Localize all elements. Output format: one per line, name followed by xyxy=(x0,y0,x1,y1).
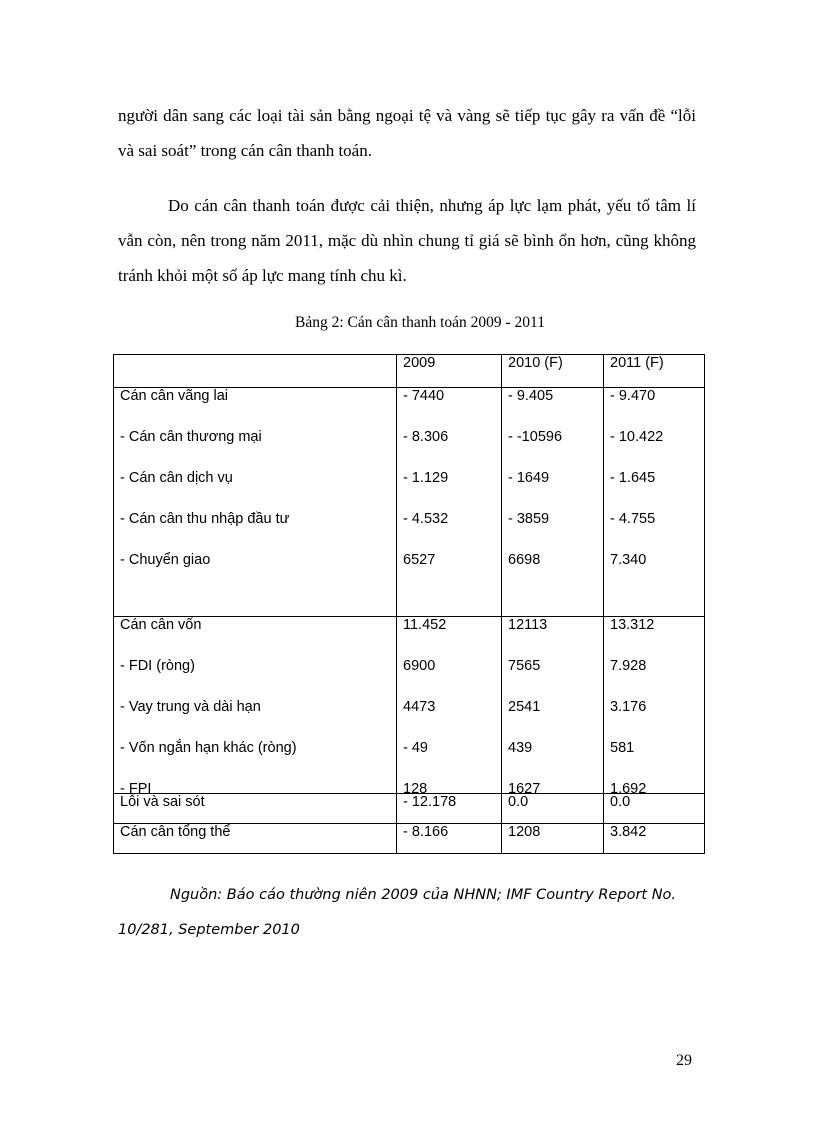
current-account-labels xyxy=(114,388,397,617)
cell-value: 12113 xyxy=(508,617,548,633)
header-cell-2010: 2010 (F) xyxy=(502,355,604,388)
header-cell-label xyxy=(114,355,397,388)
capital-account-2009 xyxy=(397,617,502,797)
cell-value: 1627 xyxy=(508,781,541,797)
row-label: - FPI xyxy=(120,781,152,797)
cell-value: - -10596 xyxy=(508,429,563,445)
table-row-errors xyxy=(114,794,705,824)
paragraph-2: Do cán cân thanh toán được cải thiện, nhưng áp lực lạm phát, yếu tố tâm lí vẫn còn, nên trong năm 2011, mặc dù nhìn chung tỉ giá sẽ bình ổn hơn, cũng không tránh khỏi một số áp lực mang tính chu kì. xyxy=(118,196,696,285)
table-header-row xyxy=(114,355,705,388)
cell-value: - 7440 xyxy=(403,388,445,404)
overall-label: Cán cân tổng thể xyxy=(114,824,397,854)
cell-value: 7565 xyxy=(508,658,541,674)
cell-value: - 1.645 xyxy=(610,470,656,486)
cell-value: 11.452 xyxy=(403,617,447,633)
row-label: - Vốn ngắn hạn khác (ròng) xyxy=(120,740,297,756)
cell-value: 1.692 xyxy=(610,781,647,797)
cell-value: 3.176 xyxy=(610,699,647,715)
errors-2011: 0.0 xyxy=(604,794,705,824)
cell-value: 7.340 xyxy=(610,552,647,568)
spacer xyxy=(120,593,390,616)
row-label: - Cán cân dịch vụ xyxy=(120,470,233,486)
row-label: Cán cân vãng lai xyxy=(120,388,229,404)
cell-value: 6698 xyxy=(508,552,541,568)
row-label: - FDI (ròng) xyxy=(120,658,195,674)
cell-value: 439 xyxy=(508,740,533,756)
cell-value: 128 xyxy=(403,781,428,797)
header-cell-2009: 2009 xyxy=(397,355,502,388)
row-label: - Vay trung và dài hạn xyxy=(120,699,261,715)
cell-value: 2541 xyxy=(508,699,541,715)
capital-account-labels xyxy=(114,617,397,797)
capital-account-2010 xyxy=(502,617,604,797)
cell-value: 6527 xyxy=(403,552,436,568)
cell-value: 4473 xyxy=(403,699,436,715)
current-account-2011 xyxy=(604,388,705,617)
header-cell-2011: 2011 (F) xyxy=(604,355,705,388)
table-source-note: Nguồn: Báo cáo thường niên 2009 của NHNN; IMF Country Report No. 10/281, September 2010 xyxy=(118,887,677,938)
table-row-capital-account xyxy=(114,617,705,794)
cell-value: - 10.422 xyxy=(610,429,664,445)
row-label: Cán cân vốn xyxy=(120,617,202,633)
spacer xyxy=(610,593,698,616)
errors-2010: 0.0 xyxy=(502,794,604,824)
spacer xyxy=(403,593,495,616)
cell-value: 581 xyxy=(610,740,635,756)
table-row-current-account xyxy=(114,388,705,617)
overall-2011: 3.842 xyxy=(604,824,705,854)
page-number: 29 xyxy=(676,1052,692,1069)
cell-value: 13.312 xyxy=(610,617,655,633)
current-account-2010 xyxy=(502,388,604,617)
overall-2010: 1208 xyxy=(502,824,604,854)
cell-value: - 9.470 xyxy=(610,388,656,404)
errors-2009: - 12.178 xyxy=(397,794,502,824)
errors-label: Lỗi và sai sót xyxy=(114,794,397,824)
paragraph-1: người dân sang các loại tài sản bằng ngoại tệ và vàng sẽ tiếp tục gây ra vấn đề “lỗi và sai soát” trong cán cân thanh toán. xyxy=(118,106,696,160)
cell-value: 7.928 xyxy=(610,658,647,674)
row-label: - Cán cân thu nhập đầu tư xyxy=(120,511,290,527)
cell-value: - 4.755 xyxy=(610,511,656,527)
cell-value: - 9.405 xyxy=(508,388,554,404)
capital-account-2011 xyxy=(604,617,705,797)
cell-value: - 1649 xyxy=(508,470,550,486)
cell-value: - 49 xyxy=(403,740,428,756)
cell-value: - 4.532 xyxy=(403,511,449,527)
balance-of-payments-table xyxy=(113,354,705,854)
cell-value: - 1.129 xyxy=(403,470,449,486)
current-account-2009 xyxy=(397,388,502,617)
overall-2009: - 8.166 xyxy=(397,824,502,854)
row-label: - Cán cân thương mại xyxy=(120,429,262,445)
spacer xyxy=(508,593,597,616)
cell-value: - 3859 xyxy=(508,511,550,527)
row-label: - Chuyển giao xyxy=(120,552,211,568)
cell-value: 6900 xyxy=(403,658,436,674)
table-caption: Bảng 2: Cán cân thanh toán 2009 - 2011 xyxy=(295,314,545,331)
cell-value: - 8.306 xyxy=(403,429,449,445)
table-row-overall xyxy=(114,824,705,854)
